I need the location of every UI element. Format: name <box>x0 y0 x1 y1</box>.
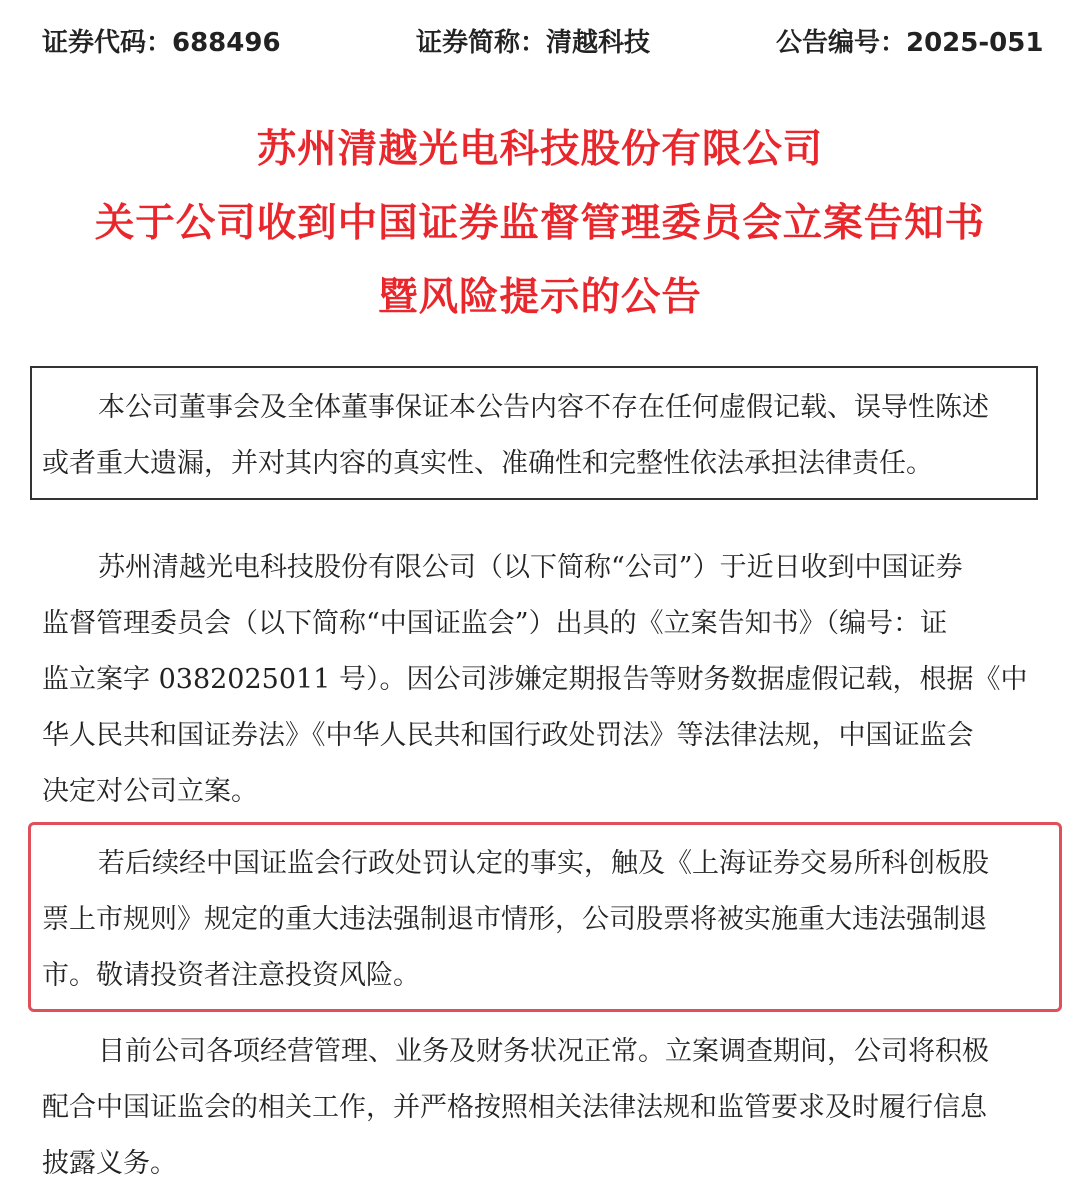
notice-line: 本公司董事会及全体董事保证本公告内容不存在任何虚假记载、误导性陈述 <box>98 392 989 423</box>
paragraph-line: 苏州清越光电科技股份有限公司（以下简称“公司”）于近日收到中国证券 <box>98 552 963 583</box>
title-subject: 关于公司收到中国证券监督管理委员会立案告知书 <box>94 200 986 246</box>
paragraph-line: 监督管理委员会（以下简称“中国证监会”）出具的《立案告知书》（编号：证 <box>42 608 948 639</box>
paragraph-line: 配合中国证监会的相关工作，并严格按照相关法律法规和监管要求及时履行信息 <box>42 1092 987 1123</box>
document-header <box>0 22 1080 62</box>
title-company: 苏州清越光电科技股份有限公司 <box>256 126 824 172</box>
title-suffix: 暨风险提示的公告 <box>378 274 702 320</box>
paragraph-line: 目前公司各项经营管理、业务及财务状况正常。立案调查期间，公司将积极 <box>98 1036 989 1067</box>
paragraph-line: 决定对公司立案。 <box>42 776 258 807</box>
risk-paragraph-line: 市。敬请投资者注意投资风险。 <box>42 960 420 991</box>
stock-abbreviation: 证券简称：清越科技 <box>416 28 651 58</box>
paragraph-line: 披露义务。 <box>42 1148 177 1179</box>
risk-paragraph-line: 票上市规则》规定的重大违法强制退市情形，公司股票将被实施重大违法强制退 <box>42 904 987 935</box>
risk-paragraph-line: 若后续经中国证监会行政处罚认定的事实，触及《上海证券交易所科创板股 <box>98 848 989 879</box>
paragraph-line: 监立案字 0382025011 号）。因公司涉嫌定期报告等财务数据虚假记载，根据《中 <box>42 664 1028 695</box>
paragraph-line: 华人民共和国证券法》《中华人民共和国行政处罚法》等法律法规，中国证监会 <box>42 720 974 751</box>
announcement-number: 公告编号：2025-051 <box>776 28 1044 58</box>
stock-code: 证券代码：688496 <box>42 28 281 58</box>
notice-line: 或者重大遗漏，并对其内容的真实性、准确性和完整性依法承担法律责任。 <box>42 448 933 479</box>
